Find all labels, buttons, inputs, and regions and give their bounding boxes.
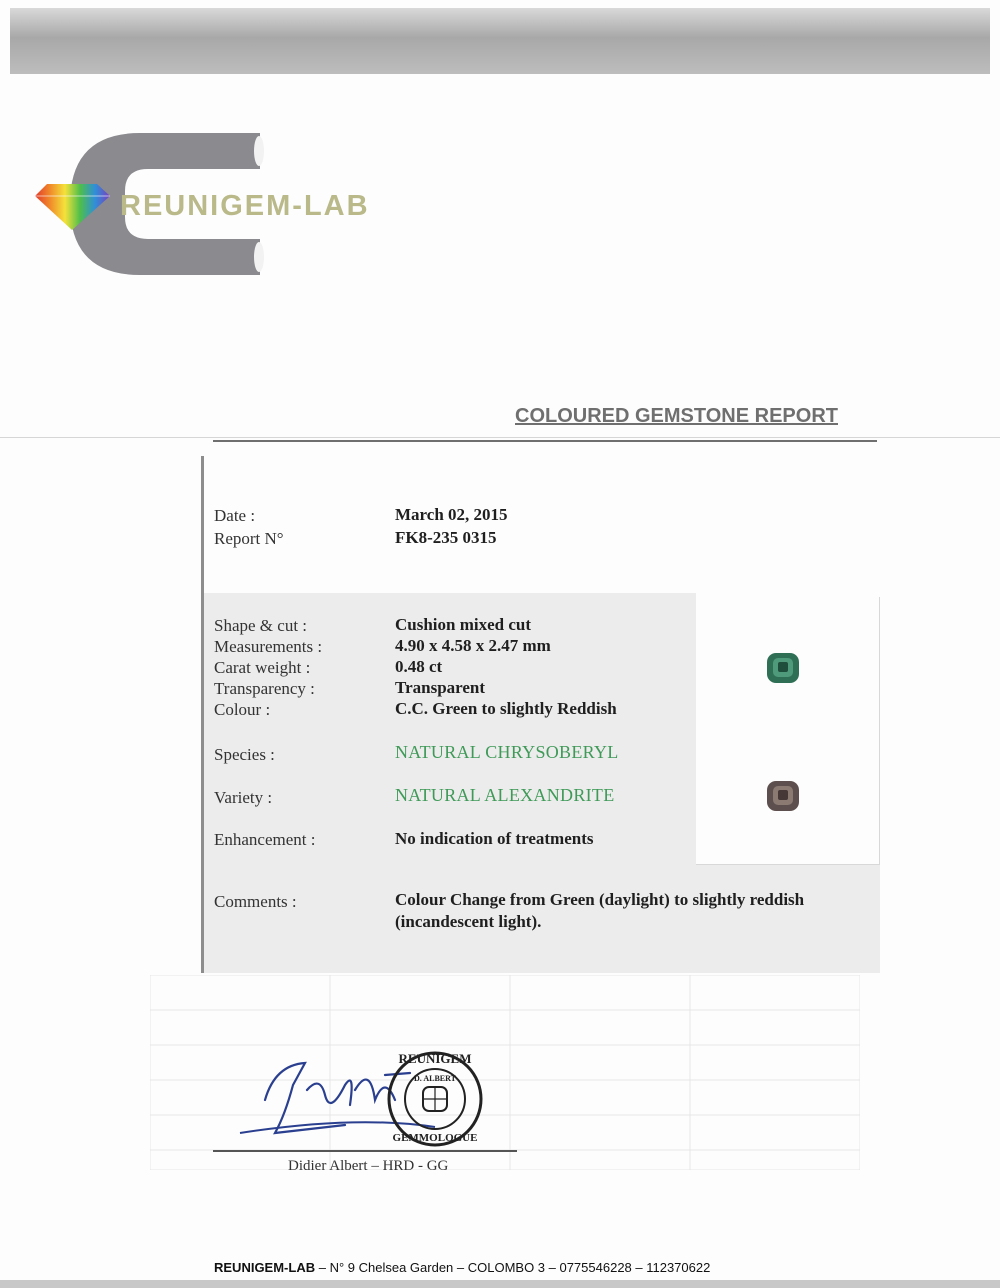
transparency-label: Transparency : (214, 679, 315, 698)
species-label: Species : (214, 745, 275, 764)
report-number-value: FK8-235 0315 (395, 528, 497, 547)
stamp-inner-text: D. ALBERT (414, 1074, 456, 1083)
logo-rainbow-gem-icon (35, 182, 110, 230)
measurements-value: 4.90 x 4.58 x 2.47 mm (395, 636, 551, 655)
stamp-top-text: REUNIGEM (398, 1051, 472, 1066)
comments-label: Comments : (214, 892, 297, 911)
enhancement-label: Enhancement : (214, 830, 316, 849)
carat-value: 0.48 ct (395, 657, 443, 676)
colour-label: Colour : (214, 700, 271, 719)
transparency-value: Transparent (395, 678, 486, 697)
paper-fold-line (0, 437, 1000, 438)
date-value: March 02, 2015 (395, 505, 508, 524)
report-number-label: Report N° (214, 529, 284, 548)
shape-value: Cushion mixed cut (395, 615, 532, 634)
stamp-bottom-text: GEMMOLOGUE (392, 1132, 478, 1144)
signatory-name: Didier Albert – HRD - GG (288, 1158, 449, 1174)
footer-company: REUNIGEM-LAB (214, 1260, 316, 1275)
gem-reddish-icon (766, 780, 800, 812)
shape-label: Shape & cut : (214, 616, 308, 635)
signature-rule (213, 1150, 517, 1152)
variety-label: Variety : (214, 788, 273, 807)
footer-address-text: – N° 9 Chelsea Garden – COLOMBO 3 – 0775546228 – 112370622 (315, 1260, 711, 1275)
enhancement-value: No indication of treatments (395, 829, 594, 848)
date-label: Date : (214, 506, 256, 525)
logo-wordmark: REUNIGEM-LAB (120, 190, 370, 222)
gem-photo-box (696, 597, 880, 865)
footer-address (214, 1260, 710, 1275)
report-title: COLOURED GEMSTONE REPORT (515, 405, 838, 427)
carat-label: Carat weight : (214, 658, 311, 677)
bottom-band (0, 1280, 1000, 1288)
variety-value: NATURAL ALEXANDRITE (395, 785, 615, 805)
top-header-band (10, 8, 990, 74)
gem-green-icon (766, 652, 800, 684)
colour-value: C.C. Green to slightly Reddish (395, 699, 617, 718)
measurements-label: Measurements : (214, 637, 323, 656)
title-rule (213, 440, 877, 442)
species-value: NATURAL CHRYSOBERYL (395, 742, 619, 762)
comments-value: Colour Change from Green (daylight) to slightly reddish (incandescent light). (395, 890, 805, 931)
signature-and-stamp (235, 1045, 525, 1155)
